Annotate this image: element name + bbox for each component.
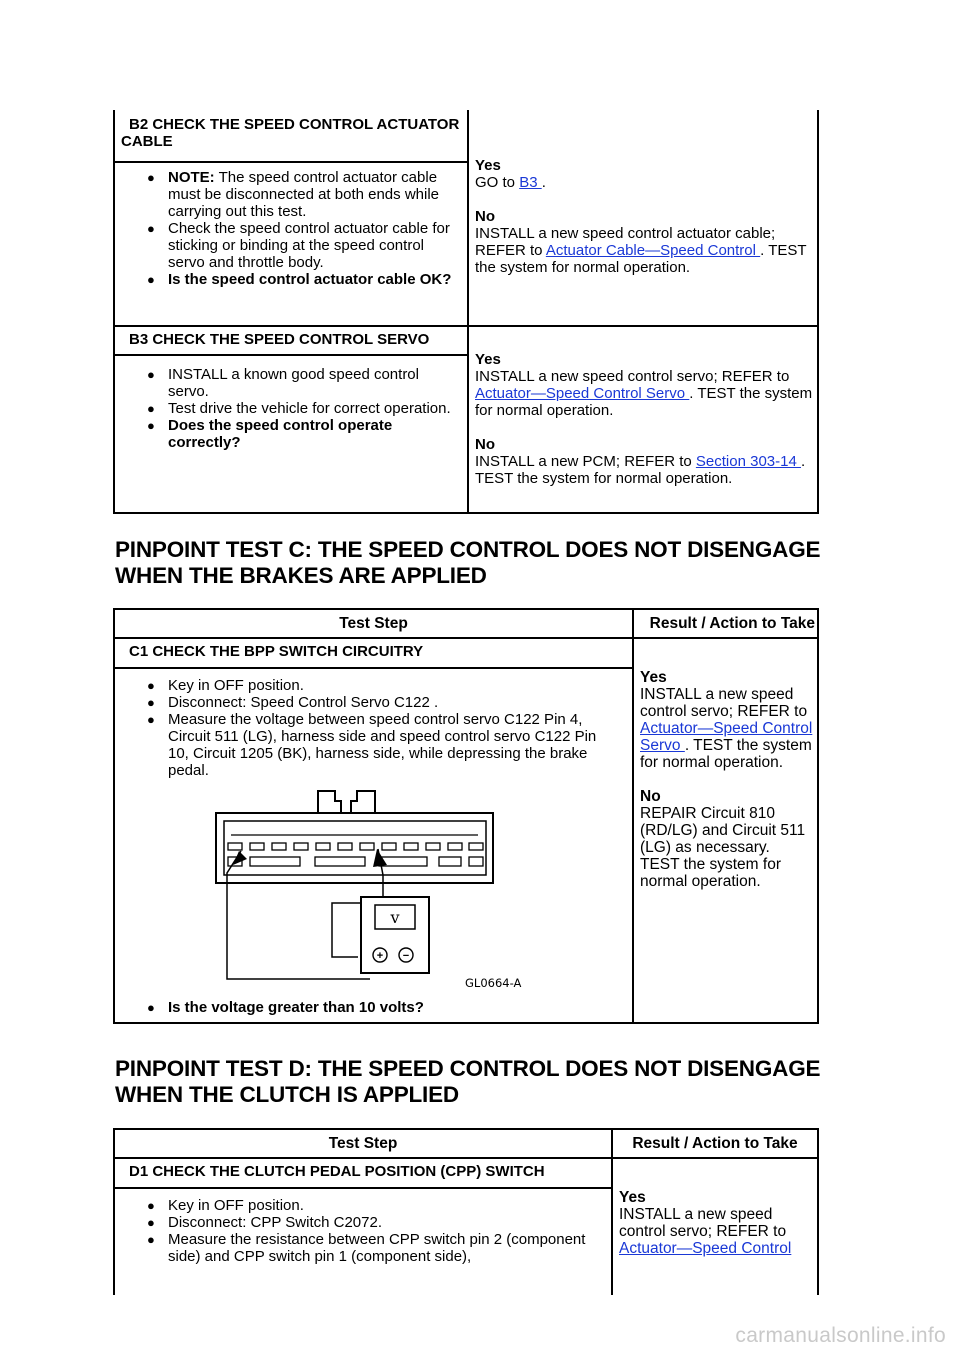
connector-voltmeter-diagram [203, 785, 563, 995]
test-c-heading-line2: WHEN THE BRAKES ARE APPLIED [115, 563, 487, 588]
c1-item2: ● Disconnect: Speed Control Servo C122 . [135, 694, 618, 711]
d1-yes-text: INSTALL a new speed control servo; REFER to [619, 1206, 787, 1240]
b3-yes-text: INSTALL a new speed control servo; REFER to [475, 367, 790, 385]
connector-latch-left [318, 791, 341, 813]
step-d1-result [612, 1158, 818, 1295]
c1-question: ● Is the voltage greater than 10 volts? [135, 999, 618, 1016]
b2-note [135, 169, 459, 220]
b2-no-post: . TEST the system for normal operation. [475, 242, 807, 276]
col-test-step-d: Test Step [114, 1129, 612, 1158]
terminal-minus-label: − [402, 950, 410, 962]
test-c-heading [115, 537, 820, 589]
d1-item1: ● Key in OFF position. [135, 1197, 603, 1214]
test-d-heading-line1: PINPOINT TEST D: THE SPEED CONTROL DOES NOT DISENGAGE [115, 1056, 821, 1081]
b3-item2: ● Test drive the vehicle for correct operation. [135, 400, 459, 417]
d1-item2: ● Disconnect: CPP Switch C2072. [135, 1214, 603, 1231]
col-result: Result / Action to Take [633, 609, 818, 638]
d1-item3: ● Measure the resistance between CPP switch pin 2 (component side) and CPP switch pin 1 (component side), [135, 1231, 603, 1265]
link-d1-actuator[interactable]: Actuator—Speed Control [619, 1240, 792, 1257]
test-d-heading-line2: WHEN THE CLUTCH IS APPLIED [115, 1082, 459, 1107]
c1-item3: ● Measure the voltage between speed control servo C122 Pin 4, Circuit 511 (LG), harness side and speed control servo C122 Pin 10, Circuit 1205 (BK), harness side, while depressing the brake pedal. [135, 711, 618, 779]
b2-question: ● Is the speed control actuator cable OK? [135, 271, 459, 288]
step-c1-body [114, 668, 633, 1023]
terminal-plus-label: + [376, 950, 384, 962]
b3-question: ● Does the speed control operate correctly? [135, 417, 459, 451]
c1-yes-text: INSTALL a new speed control servo; REFER to [640, 686, 808, 720]
b3-yes-label: Yes [475, 350, 501, 368]
probe-lead-left [227, 851, 370, 979]
step-b2-title: B2 CHECK THE SPEED CONTROL ACTUATOR CABLE [114, 110, 468, 162]
b2-yes-post: . [541, 174, 546, 191]
note-text: The speed control actuator cable must be disconnected at both ends while carrying out this test. [168, 169, 440, 220]
b3-no-post: . TEST the system for normal operation. [475, 452, 806, 487]
step-d1-body [114, 1188, 612, 1295]
step-b2-body [114, 162, 468, 326]
step-b3-body [114, 355, 468, 513]
c1-yes-label: Yes [640, 669, 667, 686]
col-test-step: Test Step [114, 609, 633, 638]
c1-yes-post: . TEST the system for normal operation. [640, 737, 812, 771]
note-label: NOTE: [168, 169, 215, 186]
b2-item2: ● Check the speed control actuator cable for sticking or binding at the speed control servo and throttle body. [135, 220, 459, 271]
test-d-heading [115, 1056, 820, 1108]
d1-yes-label: Yes [619, 1189, 646, 1206]
b2-yes-text: GO to [475, 174, 520, 191]
voltmeter-symbol: v [390, 908, 400, 927]
b2-no-text: INSTALL a new speed control actuator cable; REFER to [475, 225, 776, 259]
link-c1-actuator-servo[interactable]: Actuator—Speed Control Servo [640, 720, 813, 754]
col-result-d: Result / Action to Take [612, 1129, 818, 1158]
b3-no-text: INSTALL a new PCM; REFER to [475, 452, 696, 470]
link-section-303-14[interactable]: Section 303-14 [695, 452, 801, 470]
b3-item1: ● INSTALL a known good speed control servo. [135, 366, 459, 400]
figure-id: GL0664-A [465, 976, 522, 990]
table-b [113, 110, 819, 514]
c1-no-text: REPAIR Circuit 810 (RD/LG) and Circuit 511 (LG) as necessary. TEST the system for normal operation. [640, 805, 806, 890]
link-b3[interactable]: B3 [519, 174, 542, 191]
c1-no-label: No [640, 788, 661, 805]
watermark: carmanualsonline.info [735, 1324, 946, 1347]
b3-no-label: No [475, 435, 495, 453]
step-b3-title: B3 CHECK THE SPEED CONTROL SERVO [114, 326, 468, 355]
b2-no-label: No [475, 208, 495, 225]
link-actuator-servo[interactable]: Actuator—Speed Control Servo [475, 384, 690, 402]
connector-pins [228, 843, 483, 866]
step-b2-result [468, 110, 818, 326]
test-c-heading-line1: PINPOINT TEST C: THE SPEED CONTROL DOES NOT DISENGAGE [115, 537, 821, 562]
link-actuator-cable[interactable]: Actuator Cable—Speed Control [545, 242, 761, 259]
table-c [113, 608, 819, 1024]
step-d1-title: D1 CHECK THE CLUTCH PEDAL POSITION (CPP) SWITCH [114, 1158, 612, 1188]
step-c1-result [633, 638, 818, 1023]
c1-item1: ● Key in OFF position. [135, 677, 618, 694]
b2-yes-label: Yes [475, 157, 501, 174]
b3-yes-post: . TEST the system for normal operation. [475, 384, 813, 419]
table-d [113, 1128, 819, 1295]
step-c1-title: C1 CHECK THE BPP SWITCH CIRCUITRY [114, 638, 633, 668]
connector-latch-right [351, 791, 375, 813]
step-b3-result [468, 326, 818, 513]
